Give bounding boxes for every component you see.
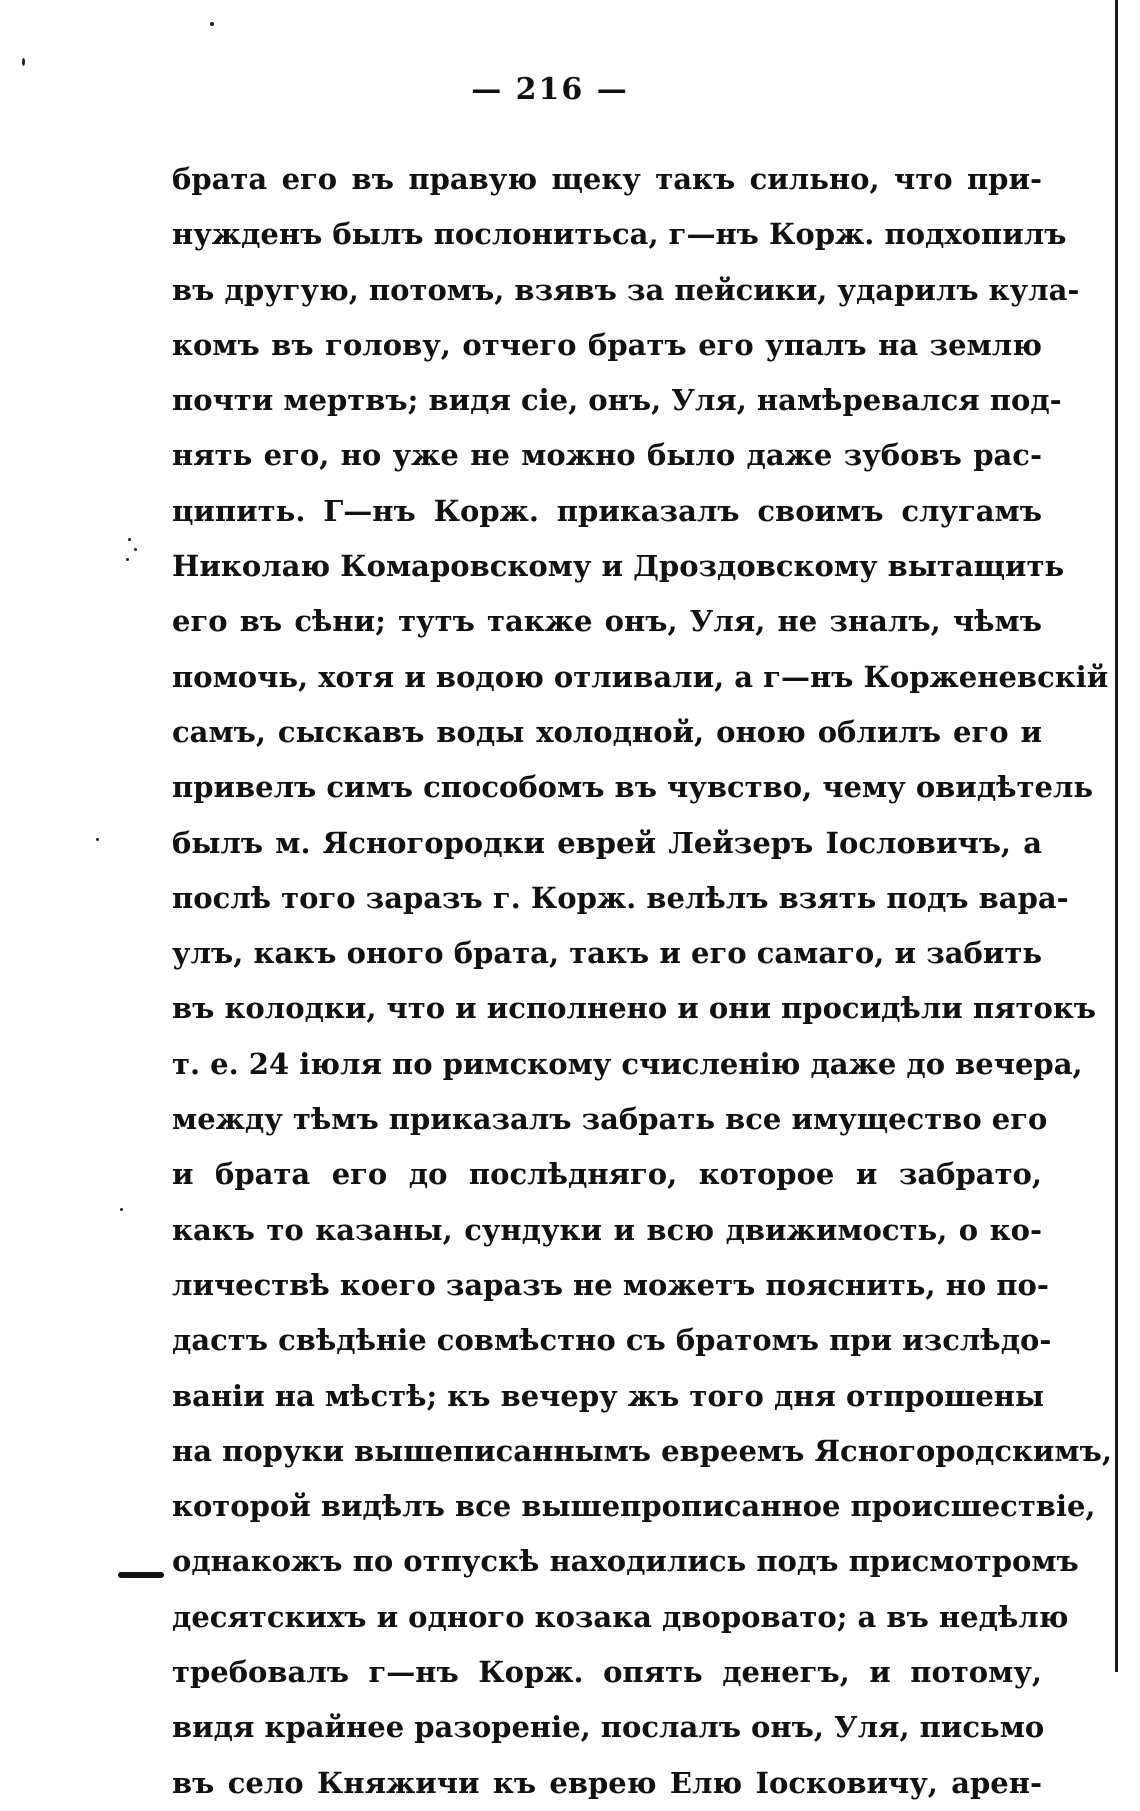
text-line: видя крайнее разоренiе, послалъ онъ, Уля, письмо <box>172 1710 1045 1745</box>
text-line: брата его въ правую щеку такъ сильно, что при- <box>172 162 1042 196</box>
ink-speck <box>96 838 99 841</box>
text-line: которой видѣлъ все вышепрописанное происшествiе, <box>172 1489 1096 1524</box>
ink-speck <box>22 58 25 66</box>
body-text <box>172 152 1112 1811</box>
text-line: въ село Княжичи къ еврею Елю Iосковичу, арен- <box>172 1765 1042 1800</box>
text-line: почти мертвъ; видя сie, онъ, Уля, намѣревался под- <box>172 383 1062 418</box>
text-line: личествѣ коего заразъ не можетъ пояснить, но по- <box>172 1267 1049 1302</box>
text-line: послѣ того заразъ г. Корж. велѣлъ взять подъ вара- <box>172 880 1069 915</box>
text-line: однакожъ по отпускѣ находились подъ присмотромъ <box>172 1544 1079 1579</box>
ink-speck <box>134 548 137 551</box>
text-line: и брата его до послѣдняго, которое и забрато, <box>172 1157 1042 1192</box>
text-line: улъ, какъ оного брата, такъ и его самаго, и забить <box>172 936 1042 971</box>
page-edge-border <box>1115 0 1118 1672</box>
text-line: между тѣмъ приказалъ забрать все имущество его <box>172 1102 1048 1137</box>
text-line: дастъ свѣдѣнiе совмѣстно съ братомъ при изслѣдо- <box>172 1323 1052 1358</box>
text-line: въ колодки, что и исполнено и они просидѣли пятокъ <box>172 991 1097 1026</box>
ink-speck <box>126 558 129 561</box>
text-line: т. е. 24 iюля по римскому счисленiю даже до вечера, <box>172 1046 1083 1081</box>
text-line: въ другую, потомъ, взявъ за пейсики, ударилъ кула- <box>172 272 1080 307</box>
margin-dash-mark <box>118 1572 164 1578</box>
text-line: требовалъ г—нъ Корж. опять денегъ, и потому, <box>172 1655 1042 1690</box>
ink-speck <box>128 538 131 541</box>
ink-speck <box>120 1208 123 1211</box>
text-line: его въ сѣни; тутъ также онъ, Уля, не зналъ, чѣмъ <box>172 604 1042 639</box>
text-line: помочь, хотя и водою отливали, а г—нъ Корженевскiй <box>172 659 1109 694</box>
text-line: нять его, но уже не можно было даже зубовъ рас- <box>172 438 1042 473</box>
text-line: нужденъ былъ послонитьса, г—нъ Корж. подхопилъ <box>172 217 1067 252</box>
text-line: былъ м. Ясногородки еврей Лейзеръ Iословичъ, а <box>172 825 1042 860</box>
text-line: ципить. Г—нъ Корж. приказалъ своимъ слугамъ <box>172 493 1042 528</box>
text-line: самъ, сыскавъ воды холодной, оною облилъ его и <box>172 714 1042 749</box>
ink-speck <box>210 22 214 26</box>
text-line: привелъ симъ способомъ въ чувство, чему овидѣтель <box>172 770 1094 805</box>
text-line: Николаю Комаровскому и Дроздовскому вытащить <box>172 549 1065 584</box>
text-line: какъ то казаны, сундуки и всю движимость, о ко- <box>172 1212 1042 1247</box>
text-line: десятскихъ и одного козака дворовато; а въ недѣлю <box>172 1599 1069 1634</box>
text-line: ванiи на мѣстѣ; къ вечеру жъ того дня отпрошены <box>172 1378 1045 1413</box>
text-line: на поруки вышеписаннымъ евреемъ Ясногородскимъ, <box>172 1433 1112 1468</box>
page-number: — 216 — <box>471 72 629 107</box>
text-line: комъ въ голову, отчего братъ его упалъ на землю <box>172 327 1042 362</box>
